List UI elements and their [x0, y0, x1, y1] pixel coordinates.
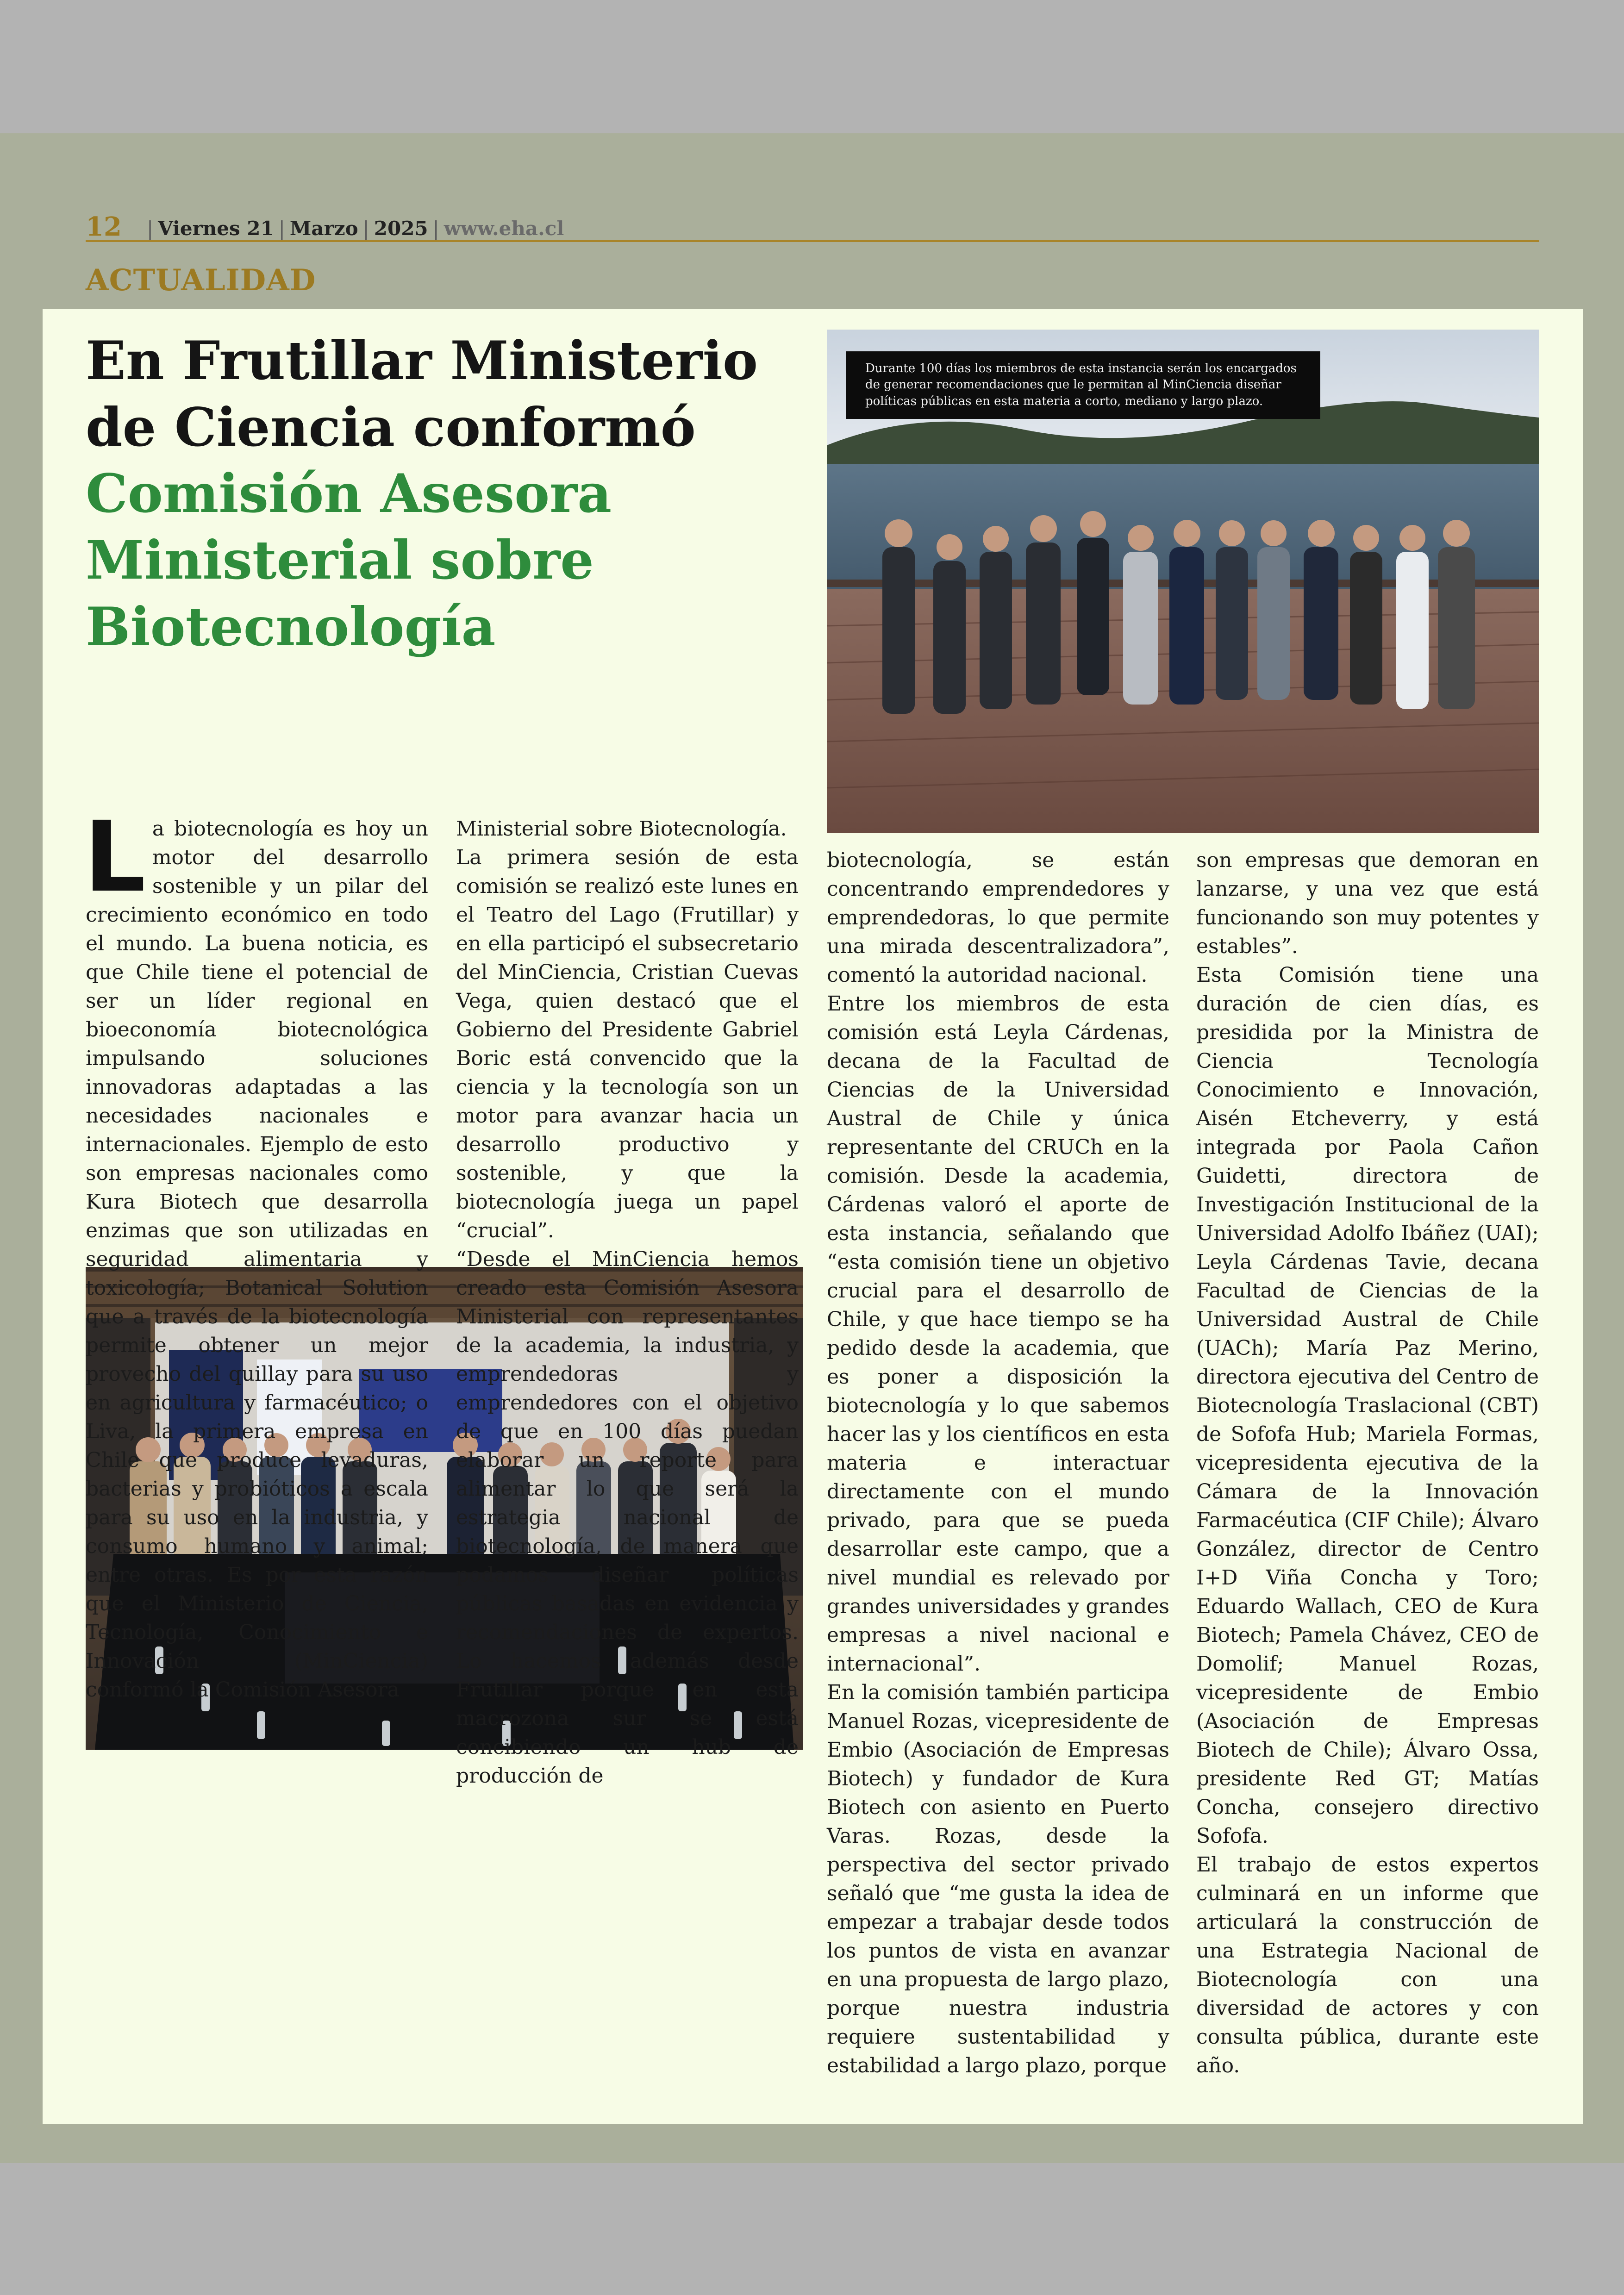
- article-paragraph: son empresas que demoran en lanzarse, y una vez que está funcionando son muy potentes y estables”.: [1196, 848, 1539, 958]
- separator: |: [278, 217, 285, 240]
- page-header: [86, 211, 1539, 242]
- date-year: 2025: [374, 217, 428, 240]
- group-photo-lakeside: [827, 330, 1539, 833]
- article-paragraph: Entre los miembros de esta comisión está Leyla Cárdenas, decana de la Facultad de Ciencias de la Universidad Austral de Chile y única representante del CRUCh en la comisión. Desde la academia, Cárdenas valoró el aporte de esta instancia, señalando que “esta comisión tiene un objetivo crucial para el desarrollo de Chile, y que hace tiempo se ha pedido desde la academia, que es poner a disposición la biotecnología y lo que sabemos hacer las y los científicos en esta materia e interactuar directamente con el mundo privado, para que se pueda desarrollar este campo, que a nivel mundial es relevado por grandes universidades y grandes empresas a nivel nacional e internacional”.: [827, 992, 1169, 1676]
- separator: |: [362, 217, 369, 240]
- article-column-2: [456, 815, 799, 1790]
- article-paragraph: La primera sesión de esta comisión se realizó este lunes en el Teatro del Lago (Frutillar) y en ella participó el subsecretario del MinCiencia, Cristian Cuevas Vega, quien destacó que el Gobierno del Presidente Gabriel Boric está convencido que la ciencia y la tecnología son un motor para avanzar hacia un desarrollo productivo y sostenible, y que la biotecnología juega un papel “crucial”.: [456, 846, 799, 1242]
- article-paragraph: “Desde el MinCiencia hemos creado esta Comisión Asesora Ministerial con representantes de la academia, la industria, y emprendedoras y emprendedores con el objetivo de que en 100 días puedan elaborar un reporte para alimentar lo que será la estrategia nacional de biotecnología, de manera que podamos diseñar políticas públicas basadas en evidencia y recomendaciones de expertos. Lo hacemos además desde Frutillar porque en esta macrozona sur se está concibiendo un hub de producción de: [456, 1247, 799, 1788]
- article-column-3: [827, 846, 1169, 2080]
- date-day: Viernes 21: [158, 217, 274, 240]
- separator: |: [432, 217, 439, 240]
- date-month: Marzo: [289, 217, 358, 240]
- article-column-1: [84, 800, 428, 1704]
- drop-cap: L: [84, 800, 146, 914]
- article-paragraph: Esta Comisión tiene una duración de cien días, es presidida por la Ministra de Ciencia Tecnología Conocimiento e Innovación, Aisén Etcheverry, y está integrada por Paola Cañon Guidetti, directora de Investigación Institucional de la Universidad Adolfo Ibáñez (UAI); Leyla Cárdenas Tavie, decana Facultad de Ciencias de la Universidad Austral de Chile (UACh); María Paz Merino, directora ejecutiva del Centro de Biotecnología Traslacional (CBT) de Sofofa Hub; Mariela Formas, vicepresidenta ejecutiva de la Cámara de la Innovación Farmacéutica (CIF Chile); Álvaro González, director de Centro I+D Viña Concha y Toro; Eduardo Wallach, CEO de Kura Biotech; Pamela Chávez, CEO de Domolif; Manuel Rozas, vicepresidente de Embio (Asociación de Empresas Biotech de Chile); Álvaro Ossa, presidente Red GT; Matías Concha, consejero directivo Sofofa.: [1196, 963, 1539, 1848]
- headline: [86, 328, 836, 660]
- article-panel: [43, 309, 1583, 2124]
- page-number: 12: [86, 212, 122, 242]
- article-paragraph: Ministerial sobre Biotecnología.: [456, 817, 787, 841]
- photo-caption: Durante 100 días los miembros de esta instancia serán los encargados de generar recomendaciones que le permitan al MinCiencia diseñar políticas públicas en esta materia a corto, mediano y largo plazo.: [846, 351, 1320, 419]
- newspaper-page: [0, 133, 1624, 2163]
- article-paragraph: biotecnología, se están concentrando emprendedores y emprendedoras, lo que permite una mirada descentralizadora”, comentó la autoridad nacional.: [827, 848, 1169, 987]
- headline-line-1: En Frutillar Ministerio de Ciencia conformó: [86, 330, 758, 458]
- section-label: ACTUALIDAD: [86, 263, 316, 298]
- website: www.eha.cl: [443, 217, 564, 240]
- headline-line-2: Comisión Asesora Ministerial sobre Biotecnología: [86, 462, 612, 658]
- article-paragraph: [84, 800, 428, 1704]
- article-paragraph: El trabajo de estos expertos culminará en un informe que articulará la construcción de una Estrategia Nacional de Biotecnología con una diversidad de actores y con consulta pública, durante este año.: [1196, 1853, 1539, 2077]
- separator: |: [146, 217, 154, 240]
- paragraph-text: a biotecnología es hoy un motor del desarrollo sostenible y un pilar del crecimiento económico en todo el mundo. La buena noticia, es que Chile tiene el potencial de ser un líder regional en bioeconomía biotecnológica impulsando soluciones innovadoras adaptadas a las necesidades nacionales e internacionales. Ejemplo de esto son empresas nacionales como Kura Biotech que desarrolla enzimas que son utilizadas en seguridad alimentaria y toxicología; Botanical Solution que a través de la biotecnología permite obtener un mejor provecho del quillay para su uso en agricultura y farmacéutico; o Liva, la primera empresa en Chile que produce levaduras, bacterias y probióticos a escala para su uso en la industria, y consumo humano y animal; entre otras. Es por esta razón que el Ministerio de Ciencia, Tecnología, Conocimiento e Innovación (MinCiencia) conformó la Comisión Asesora: [86, 817, 428, 1702]
- article-paragraph: En la comisión también participa Manuel Rozas, vicepresidente de Embio (Asociación de Empresas Biotech) y fundador de Kura Biotech con asiento en Puerto Varas. Rozas, desde la perspectiva del sector privado señaló que “me gusta la idea de empezar a trabajar desde todos los puntos de vista en avanzar en una propuesta de largo plazo, porque nuestra industria requiere sustentabilidad y estabilidad a largo plazo, porque: [827, 1681, 1169, 2077]
- article-column-4: [1196, 846, 1539, 2080]
